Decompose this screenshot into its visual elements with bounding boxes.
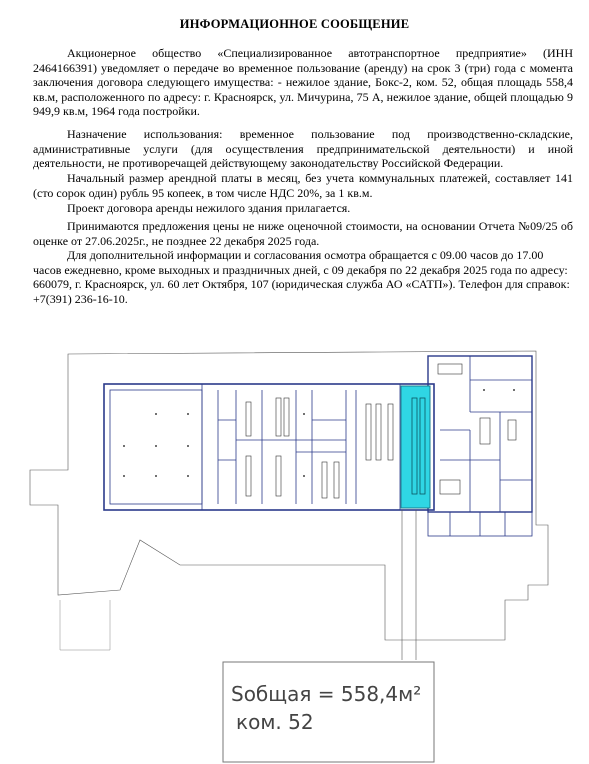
document-title: ИНФОРМАЦИОННОЕ СООБЩЕНИЕ [179,17,410,31]
paragraph-lessor: Акционерное общество «Специализированное автотранспортное предприятие» (ИНН 2464166391) уведомляет о передаче во временное пользование (аренду) на срок 3 (три) года с момента заключения договора следующего имущества: - нежилое здание, Бокс-2, ком. 52, общая площадь 558,4 кв.м, расположенного по адресу: г. Красноярск, ул. Мичурина, 75 А, нежилое здание, общей площадью 9 949,9 кв.м, 1964 года постройки. [33,46,573,119]
paragraph-offers: Принимаются предложения цены не ниже оценочной стоимости, на основании Отчета №09/25 об оценке от 27.06.2025г., не позднее 22 декабря 2025 года. [33,219,573,248]
paragraph-rent: Начальный размер арендной платы в месяц, без учета коммунальных платежей, составляет 141 (сто сорок один) рубль 95 копеек, в том числе НДС 20%, за 1 кв.м. [33,171,573,200]
room-52-highlight [401,386,430,508]
paragraph-contacts: Для дополнительной информации и согласования осмотра обращается с 09.00 часов до 17.00 часов ежедневно, кроме выходных и праздничных дней, с 09 декабря по 22 декабря 2025 года по адресу: 660079, г. Красноярск, ул. 60 лет Октября, 107 (юридическая служба АО «САТП»). Телефон для справок: +7(391) 236-16-10. [33,248,570,306]
room-label: ком. 52 [236,710,314,734]
paragraph-purpose: Назначение использования: временное пользование под производственно-складские, административные услуги (для осуществления предпринимательской деятельности) и иной деятельности, не противоречащей действующему законодательству Российской Федерации. [33,127,573,171]
paragraph-contract: Проект договора аренды нежилого здания прилагается. [67,201,351,215]
floor-plan [0,340,589,764]
area-label: Sобщая = 558,4м² [231,682,422,706]
